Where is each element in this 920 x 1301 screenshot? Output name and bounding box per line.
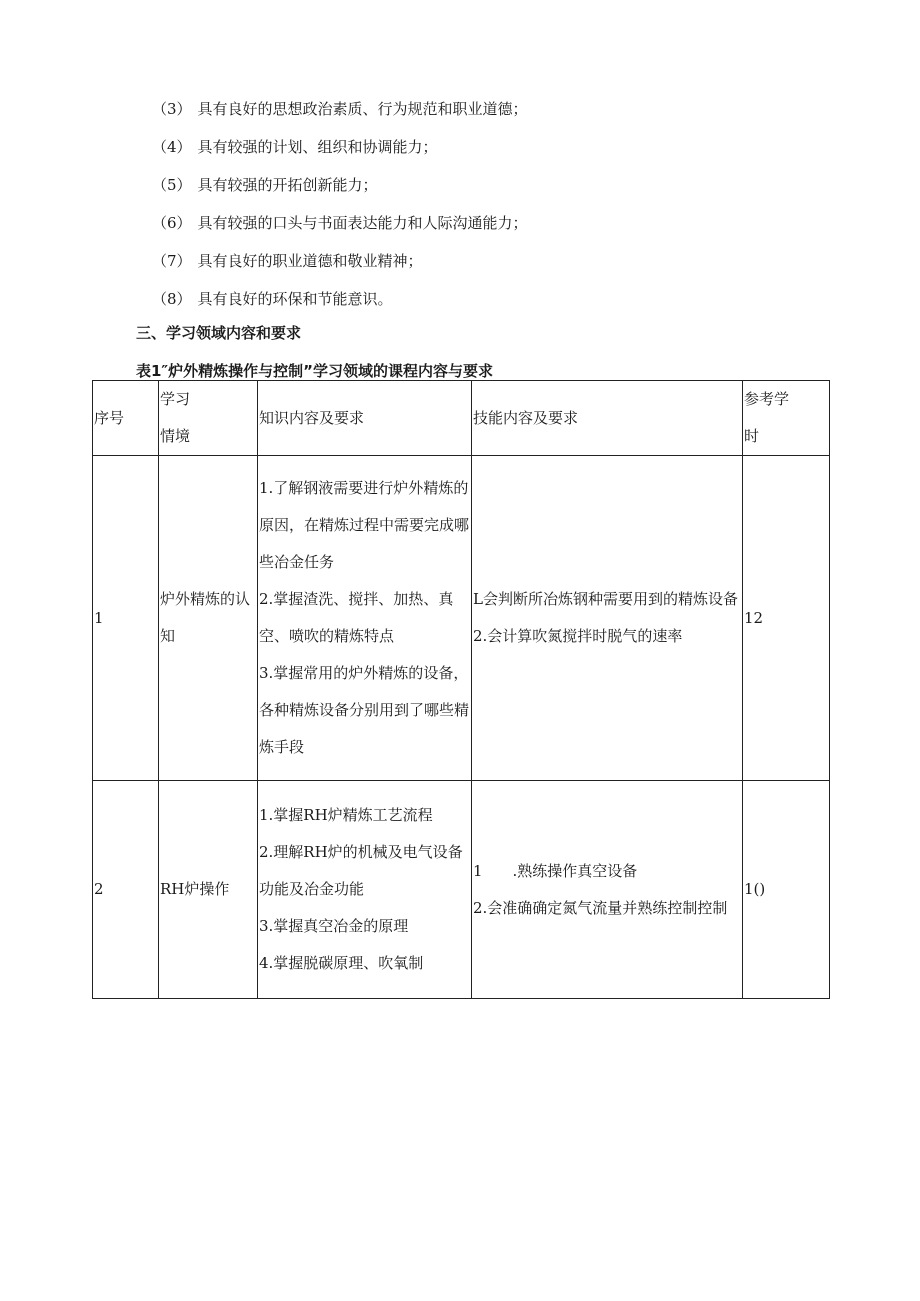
header-skill: 技能内容及要求 bbox=[472, 381, 743, 456]
ability-list bbox=[152, 96, 528, 324]
item-number: （6） bbox=[152, 214, 192, 232]
item-number: （8） bbox=[152, 290, 192, 308]
item-text: 具有较强的计划、组织和协调能力； bbox=[197, 138, 438, 156]
cell-skill: 1 .熟练操作真空设备 2.会准确确定氮气流量并熟练控制控制 bbox=[472, 781, 743, 999]
cell-knowledge: 1.掌握RH炉精炼工艺流程 2.理解RH炉的机械及电气设备功能及冶金功能 3.掌握真空冶金的原理 4.掌握脱碳原理、吹氧制 bbox=[258, 781, 472, 999]
header-hours: 参考学 时 bbox=[743, 381, 830, 456]
list-item bbox=[152, 210, 528, 248]
course-content-table bbox=[92, 380, 830, 999]
table-row bbox=[93, 456, 830, 781]
header-knowledge: 知识内容及要求 bbox=[258, 381, 472, 456]
item-number: （5） bbox=[152, 176, 192, 194]
list-item bbox=[152, 96, 528, 134]
item-text: 具有较强的开拓创新能力； bbox=[197, 176, 378, 194]
cell-scenario: 炉外精炼的认知 bbox=[159, 456, 258, 781]
item-number: （3） bbox=[152, 100, 192, 118]
item-number: （7） bbox=[152, 252, 192, 270]
item-text: 具有良好的职业道德和敬业精神； bbox=[197, 252, 423, 270]
cell-hours: 12 bbox=[743, 456, 830, 781]
cell-knowledge: 1.了解钢液需要进行炉外精炼的原因，在精炼过程中需要完成哪些冶金任务 2.掌握渣洗、搅拌、加热、真空、喷吹的精炼特点 3.掌握常用的炉外精炼的设备，各种精炼设备分别用到了哪些精炼手段 bbox=[258, 456, 472, 781]
item-text: 具有较强的口头与书面表达能力和人际沟通能力； bbox=[197, 214, 528, 232]
item-text: 具有良好的思想政治素质、行为规范和职业道德； bbox=[197, 100, 528, 118]
table-row bbox=[93, 781, 830, 999]
table-header-row bbox=[93, 381, 830, 456]
cell-skill: L会判断所冶炼钢种需要用到的精炼设备 2.会计算吹氮搅拌时脱气的速率 bbox=[472, 456, 743, 781]
header-scenario: 学习 情境 bbox=[159, 381, 258, 456]
list-item bbox=[152, 134, 528, 172]
header-seq: 序号 bbox=[93, 381, 159, 456]
item-text: 具有良好的环保和节能意识。 bbox=[197, 290, 393, 308]
list-item bbox=[152, 248, 528, 286]
table-caption: 表1″炉外精炼操作与控制”学习领域的课程内容与要求 bbox=[136, 362, 493, 380]
section-heading: 三、学习领域内容和要求 bbox=[136, 324, 302, 342]
cell-hours: 1() bbox=[743, 781, 830, 999]
cell-seq: 2 bbox=[93, 781, 159, 999]
cell-seq: 1 bbox=[93, 456, 159, 781]
item-number: （4） bbox=[152, 138, 192, 156]
list-item bbox=[152, 286, 528, 324]
list-item bbox=[152, 172, 528, 210]
cell-scenario: RH炉操作 bbox=[159, 781, 258, 999]
